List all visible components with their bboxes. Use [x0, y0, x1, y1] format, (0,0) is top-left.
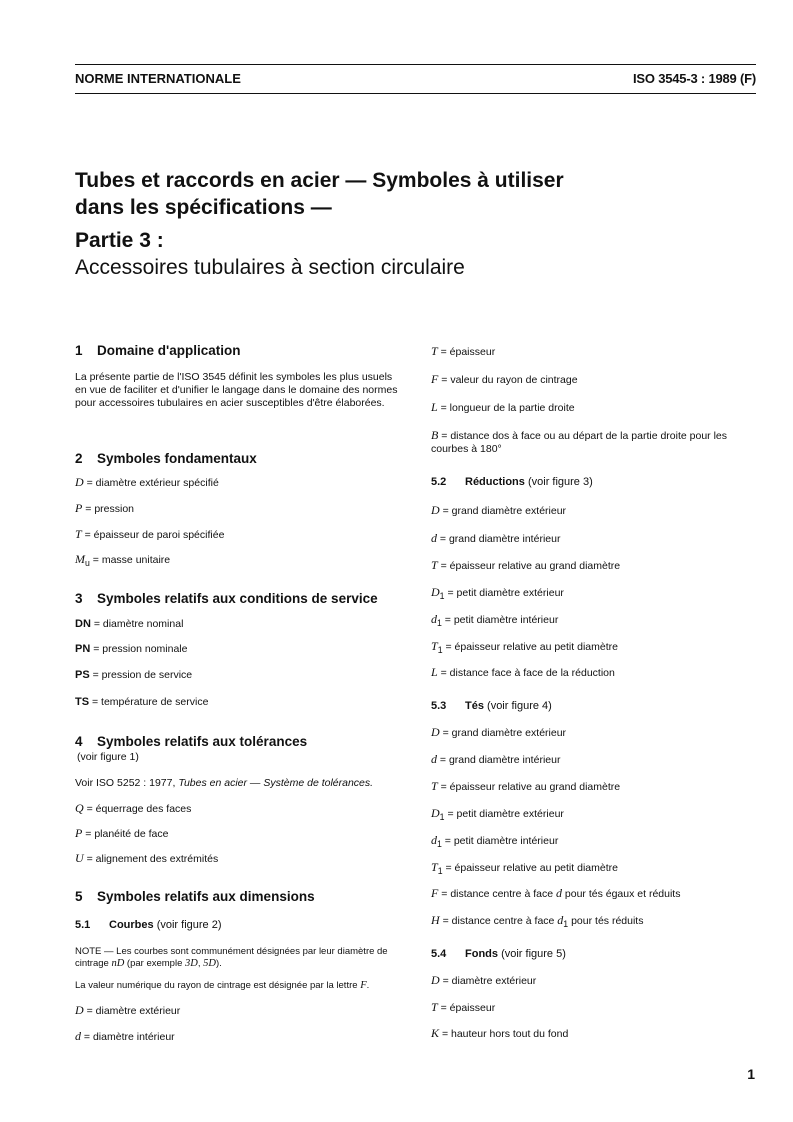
symbol-row: H = distance centre à face $d_1$ pour tés réduits — [431, 913, 644, 930]
section-5-1-heading: 5.1 Courbes (voir figure 2) — [75, 919, 222, 931]
symbol-row: $d_1$ = petit diamètre intérieur — [431, 833, 559, 850]
standard-number: ISO 3545-3 : 1989 (F) — [633, 71, 756, 86]
title-line-1: Tubes et raccords en acier — Symboles à utiliser — [75, 169, 564, 192]
section-title: Domaine d'application — [97, 343, 241, 358]
symbol-row: T = épaisseur — [431, 1000, 496, 1014]
symbol-row: P = pression — [75, 501, 135, 515]
page-number: 1 — [747, 1066, 755, 1082]
header-bottom-rule — [75, 93, 756, 94]
symbol-row: T = épaisseur relative au grand diamètre — [431, 779, 621, 793]
symbol-row: d = grand diamètre intérieur — [431, 531, 561, 545]
symbol-row: D = diamètre extérieur — [431, 973, 537, 987]
symbol-row: L = distance face à face de la réduction — [431, 665, 615, 679]
symbol-row: d = grand diamètre intérieur — [431, 752, 561, 766]
symbol-row: T = épaisseur de paroi spécifiée — [75, 527, 225, 541]
section-5-2-heading: 5.2 Réductions (voir figure 3) — [431, 476, 593, 488]
symbol-row: D = diamètre extérieur spécifié — [75, 475, 219, 489]
standard-type: NORME INTERNATIONALE — [75, 71, 241, 86]
symbol-row: $M_u$ = masse unitaire — [75, 552, 171, 569]
symbol-row: B = distance dos à face ou au départ de la partie droite pour les courbes à 180° — [431, 428, 727, 455]
abbrev-row: PS = pression de service — [75, 669, 193, 681]
abbrev-row: DN = diamètre nominal — [75, 618, 184, 630]
symbol-row: L = longueur de la partie droite — [431, 400, 575, 414]
section-2-heading — [75, 451, 257, 467]
section-4-heading — [75, 734, 307, 750]
symbol-row: P = planéité de face — [75, 826, 169, 840]
note-paragraph: La valeur numérique du rayon de cintrage est désignée par la lettre F. — [75, 980, 370, 991]
section-5-3-heading: 5.3 Tés (voir figure 4) — [431, 700, 552, 712]
section-title: Symboles relatifs aux conditions de service — [97, 591, 378, 606]
section-number: 3 — [75, 591, 83, 606]
section-title: Symboles fondamentaux — [97, 451, 257, 466]
symbol-row: d = diamètre intérieur — [75, 1029, 175, 1043]
section-number: 4 — [75, 734, 83, 749]
symbol-row: $D_1$ = petit diamètre extérieur — [431, 585, 564, 602]
section-number: 5 — [75, 889, 83, 904]
part-label: Partie 3 : — [75, 229, 164, 252]
section-1-heading — [75, 343, 240, 359]
page-header — [75, 68, 756, 90]
symbol-row: Q = équerrage des faces — [75, 801, 192, 815]
symbol-row: $d_1$ = petit diamètre intérieur — [431, 612, 559, 629]
symbol-row: T = épaisseur — [431, 344, 496, 358]
abbrev-row: TS = température de service — [75, 696, 209, 708]
part-subtitle: Accessoires tubulaires à section circulaire — [75, 256, 465, 279]
section-title: Symboles relatifs aux dimensions — [97, 889, 315, 904]
section-5-4-heading: 5.4 Fonds (voir figure 5) — [431, 948, 566, 960]
note-paragraph: NOTE — Les courbes sont communément désignées par leur diamètre de cintrage nD (par exemple 3D, 5D). — [75, 946, 388, 969]
symbol-row: $T_1$ = épaisseur relative au petit diamètre — [431, 639, 618, 656]
section-5-heading — [75, 889, 315, 905]
section-title: Symboles relatifs aux tolérances — [97, 734, 308, 749]
symbol-row: F = valeur du rayon de cintrage — [431, 372, 578, 386]
symbol-row: T = épaisseur relative au grand diamètre — [431, 558, 621, 572]
header-top-rule — [75, 64, 756, 65]
section-number: 1 — [75, 343, 83, 358]
section-number: 2 — [75, 451, 83, 466]
symbol-row: D = grand diamètre extérieur — [431, 503, 567, 517]
symbol-row: D = grand diamètre extérieur — [431, 725, 567, 739]
reference-line: Voir ISO 5252 : 1977, Tubes en acier — Système de tolérances. — [75, 777, 374, 789]
title-line-2: dans les spécifications — — [75, 196, 332, 219]
section-1-text: La présente partie de l'ISO 3545 définit les symboles les plus usuels en vue de faciliter et d'unifier le langage dans le domaine des normes pour accessoires tubulaires en acier susceptibles d'être élaborées. — [75, 371, 398, 409]
symbol-row: $D_1$ = petit diamètre extérieur — [431, 806, 564, 823]
symbol-row: K = hauteur hors tout du fond — [431, 1026, 569, 1040]
abbrev-row: PN = pression nominale — [75, 643, 188, 655]
section-4-subtitle: (voir figure 1) — [77, 751, 139, 763]
symbol-row: F = distance centre à face d pour tés égaux et réduits — [431, 886, 681, 900]
document-title — [75, 167, 755, 281]
symbol-row: D = diamètre extérieur — [75, 1003, 181, 1017]
symbol-row: U = alignement des extrémités — [75, 851, 219, 865]
symbol-row: $T_1$ = épaisseur relative au petit diamètre — [431, 860, 618, 877]
section-3-heading — [75, 591, 378, 607]
